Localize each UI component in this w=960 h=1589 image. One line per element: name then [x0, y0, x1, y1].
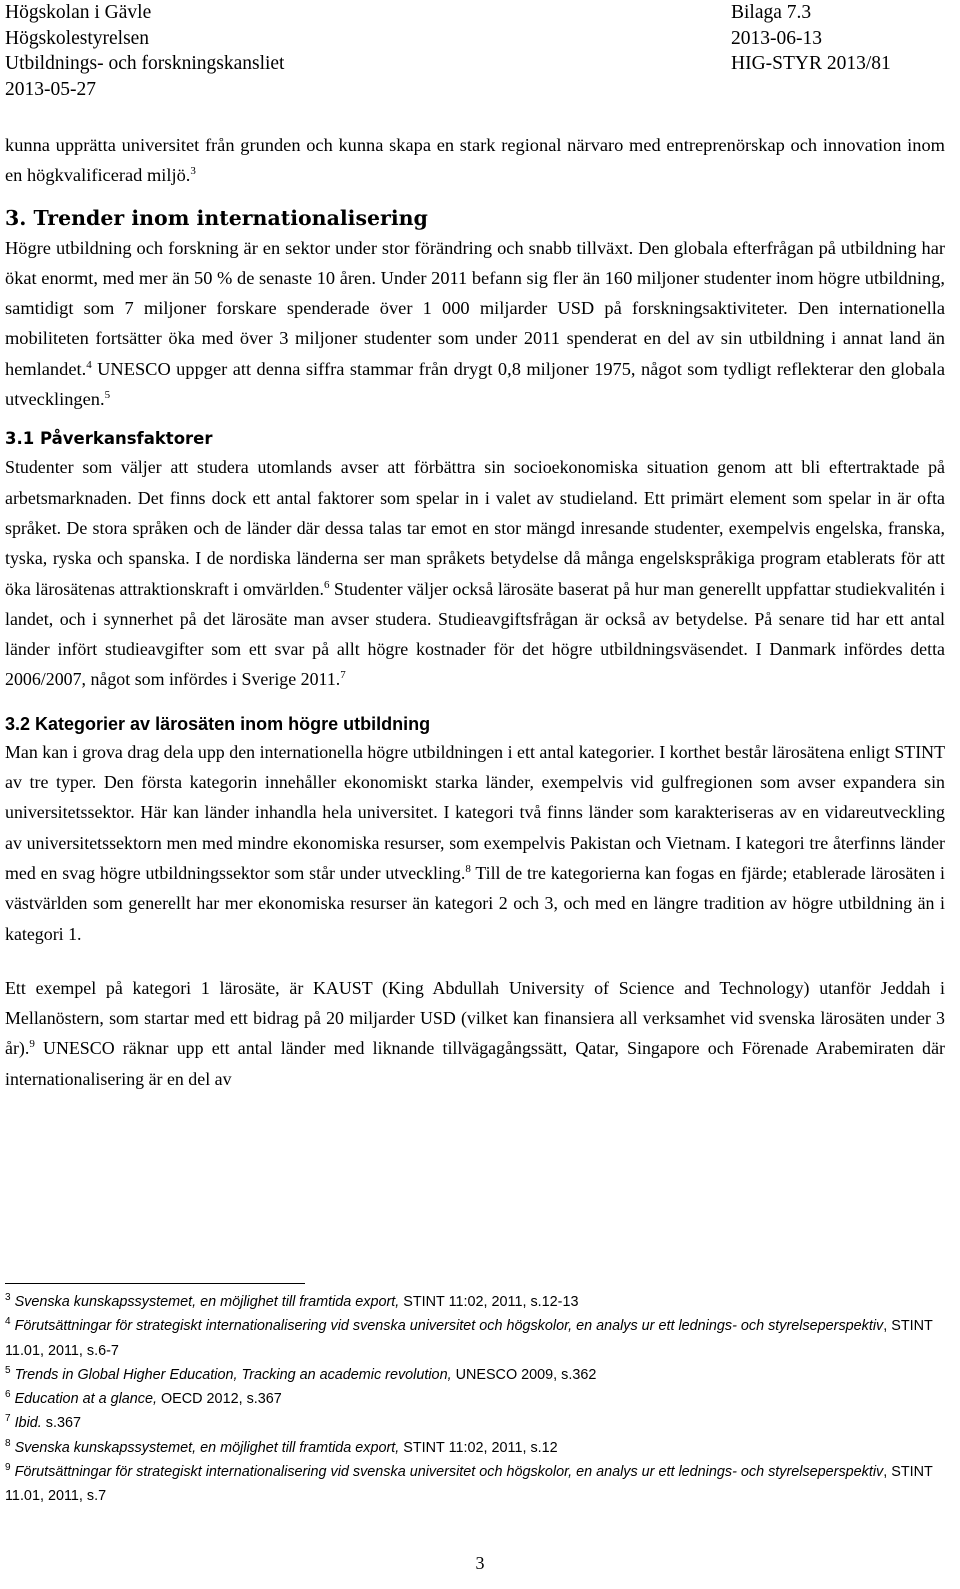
section32-text-2: Ett exempel på kategori 1 lärosäte, är KAUST (King Abdullah University of Science and Technology) utanför Jeddah i Mellanöstern, som startar med ett bidrag på 20 miljarder USD (vilket kan finansiera all verksamhet vid svenska lärosäten under 3 år). [5, 977, 945, 1059]
footnote-ref[interactable]: 5 [104, 389, 111, 402]
header-row [5, 51, 945, 77]
paragraph-gap [5, 949, 945, 973]
footnote [5, 1436, 945, 1460]
header-doc-date: 2013-05-27 [5, 78, 96, 100]
footnote-number: 7 [5, 1413, 11, 1425]
footnote [5, 1411, 945, 1435]
section-heading-3-1: 3.1 Påverkansfaktorer [5, 429, 213, 449]
section31-text-cont: Studenter väljer också lärosäte baserat på hur man generellt uppfattar studiekvalitén i landet, och i synnerhet på det lärosäte man avser studera. Studieavgiftsfrågan är också av betydelse. På senare tid har ett antal länder infört studieavgifter som ett svar på allt högre kostnader för det högre utbildningsväsendet. I Danmark infördes detta 2006/2007, något som infördes i Sverige 2011. [5, 578, 945, 690]
section-heading-3-2: 3.2 Kategorier av lärosäten inom högre utbildning [5, 713, 431, 734]
footnote-title: Förutsättningar för strategiskt internationalisering vid svenska universitet och högskolor, en analys ur ett lednings- och styrelseperspektiv [14, 1464, 884, 1481]
footnote-ref[interactable]: 9 [29, 1038, 35, 1051]
header-board: Högskolestyrelsen [5, 27, 150, 49]
header-row [5, 26, 945, 52]
page-number: 3 [475, 1553, 485, 1573]
footnote-source: STINT 11:02, 2011, s.12-13 [399, 1294, 579, 1310]
section32-text-cont: Till de tre kategorierna kan fogas en fjärde; etablerade lärosäten i västvärlden som generellt har mer ekonomiska resurser än kategori 2 och 3, och med en längre tradition av högre utbildning än i kategori 1. [5, 862, 945, 944]
footnote-number: 8 [5, 1437, 11, 1449]
document-body [5, 130, 945, 1094]
intro-text: kunna upprätta universitet från grunden och kunna skapa en stark regional närvaro med entreprenörskap och innovation inom en högkvalificerad miljö. [5, 135, 945, 186]
section32-paragraph [5, 737, 945, 949]
footnote-divider [5, 1283, 305, 1284]
header-row [5, 77, 945, 103]
section-heading-3: 3. Trender inom internationalisering [5, 205, 428, 230]
section31-paragraph [5, 452, 945, 694]
footnote-number: 3 [5, 1292, 11, 1303]
footnote-title: Education at a glance, [14, 1391, 157, 1408]
footnote-title: Svenska kunskapssystemet, en möjlighet till framtida export, [14, 1294, 400, 1310]
footnote-title: Ibid. [14, 1415, 42, 1432]
header-meeting-date: 2013-06-13 [731, 27, 822, 49]
footnote-source: , STINT 11.01, 2011, s.6-7 [5, 1318, 933, 1359]
section31-text: Studenter som väljer att studera utomlands avser att förbättra sin socioekonomiska situation genom att bli eftertraktade på arbetsmarknaden. Det finns dock ett antal faktorer som spelar in i valet av studieland. Ett primärt element som spelar in är ofta språket. De stora språken och de länder där dessa talas tar emot en stor mängd inresande studenter, exempelvis engelska, franska, tyska, ryska och spanska. I de nordiska länderna ser man språkets betydelse då många engelskspråkiga program etablerats för att öka lärosätenas attraktionskraft i omvärlden. [5, 457, 945, 599]
section3-paragraph [5, 233, 945, 415]
header-office: Utbildnings- och forskningskansliet [5, 53, 285, 74]
section32-text: Man kan i grova drag dela upp den internationella högre utbildningen i ett antal kategorier. I korthet består lärosätena enligt STINT av tre typer. Den första kategorin innehåller ekonomiskt starka länder, exempelvis vid gulfregionen som avser expandera sin universitetssektor. Här kan länder inhandla hela universitet. I kategori två finns länder som karakteriseras av en vidareutveckling av universitetssektorn men med mindre ekonomiska resurser, som exempelvis Pakistan och Vietnam. I kategori tre återfinns länder med en svag högre utbildningssektor som står under utveckling. [5, 741, 945, 883]
footnote-ref[interactable]: 8 [465, 862, 471, 875]
footnote-source: s.367 [41, 1415, 81, 1432]
footnote [5, 1314, 945, 1363]
footnote-ref[interactable]: 4 [86, 358, 92, 371]
footnote [5, 1290, 945, 1314]
footnote-ref[interactable]: 7 [340, 669, 346, 682]
section3-text: Högre utbildning och forskning är en sektor under stor förändring och snabb tillväxt. Den globala efterfrågan på utbildning har ökat enormt, med mer än 50 % de senaste 10 åren. Under 2011 befann sig fler än 160 miljoner studenter inom högre utbildning, samtidigt som 7 miljoner forskare spenderade över 1 000 miljarder USD på forskningsaktiviteter. Den internationella mobiliteten fortsätter öka med över 3 miljoner studenter som under 2011 spenderat en del av sin utbildning i annat land än hemlandet. [5, 237, 945, 379]
footnote [5, 1460, 945, 1509]
footnote-number: 6 [5, 1389, 11, 1401]
footnote-number: 9 [5, 1462, 11, 1474]
header-row [5, 0, 945, 26]
footnote-source: UNESCO 2009, s.362 [451, 1366, 597, 1383]
footnote [5, 1363, 945, 1387]
footnote [5, 1387, 945, 1411]
footnote-ref[interactable]: 3 [190, 165, 196, 178]
header-reference: HIG-STYR 2013/81 [731, 53, 891, 74]
footnote-title: Trends in Global Higher Education, Tracking an academic revolution, [14, 1366, 452, 1383]
footnote-source: OECD 2012, s.367 [156, 1391, 282, 1408]
footnote-ref[interactable]: 6 [323, 578, 330, 591]
header-institution: Högskolan i Gävle [5, 2, 152, 23]
footnote-title: Svenska kunskapssystemet, en möjlighet till framtida export, [14, 1439, 400, 1456]
footnote-source: , STINT 11.01, 2011, s.7 [5, 1464, 933, 1505]
intro-paragraph [5, 130, 945, 191]
header-appendix: Bilaga 7.3 [731, 2, 812, 23]
page-header [5, 0, 945, 102]
footnote-source: STINT 11:02, 2011, s.12 [399, 1439, 558, 1456]
section32-paragraph-2 [5, 973, 945, 1094]
footnote-title: Förutsättningar för strategiskt internationalisering vid svenska universitet och högskolor, en analys ur ett lednings- och styrelseperspektiv [14, 1318, 884, 1335]
section32-text-2-cont: UNESCO räknar upp ett antal länder med liknande tillvägagångssätt, Qatar, Singapore och Förenade Arabemiraten där internationalisering är en del av [5, 1038, 945, 1089]
footnote-number: 4 [5, 1316, 11, 1328]
footnotes [5, 1290, 945, 1509]
section3-text-cont: UNESCO uppger att denna siffra stammar från drygt 0,8 miljoner 1975, något som tydligt reflekterar den globala utvecklingen. [5, 358, 945, 410]
footnote-number: 5 [5, 1364, 11, 1376]
